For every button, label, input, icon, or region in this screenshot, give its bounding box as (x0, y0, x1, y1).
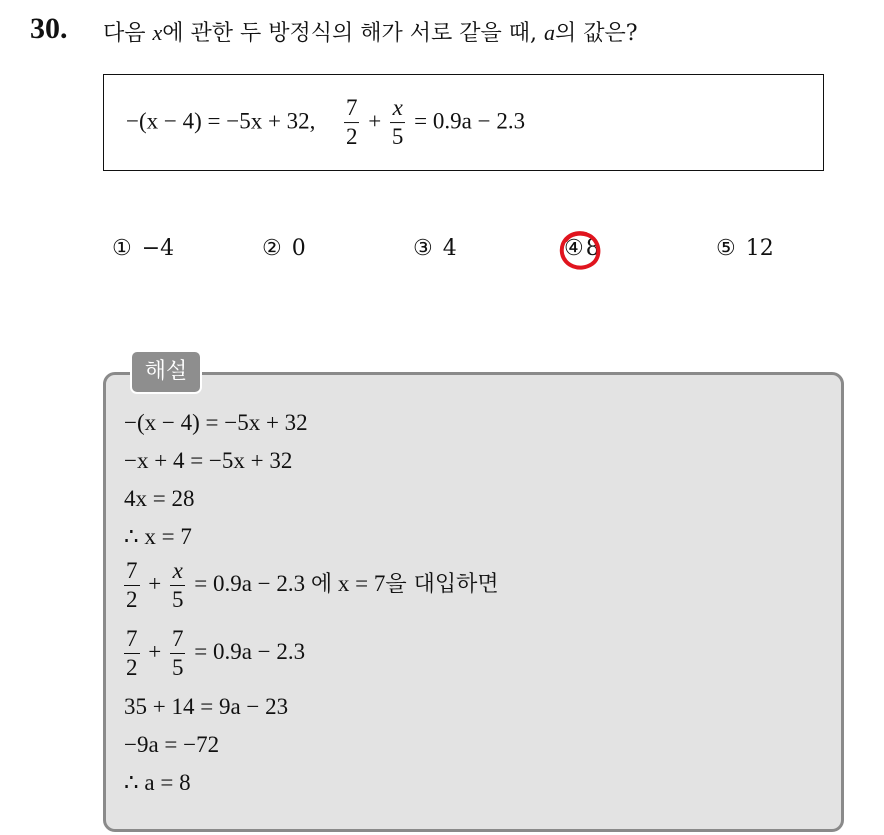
answer-choices (0, 236, 884, 270)
fraction-numerator: x (390, 95, 406, 123)
choice-4[interactable] (564, 236, 600, 261)
fraction-denominator: 5 (171, 587, 184, 613)
choice-value: 8 (585, 236, 600, 261)
fraction-7-over-2 (344, 95, 360, 151)
solution-line-1: −(x − 4) = −5x + 32 (124, 410, 308, 435)
equation-box (103, 74, 824, 171)
fraction-7-over-2 (124, 626, 140, 682)
choice-3[interactable] (413, 236, 457, 261)
solution-line-6 (124, 626, 305, 682)
question-text-part3: 의 값은? (555, 21, 638, 46)
solution-line-5 (124, 558, 499, 614)
choice-marker: ① (112, 236, 132, 261)
choice-value: 4 (442, 236, 457, 261)
korean-particle: 에 (310, 572, 333, 598)
choice-marker: ⑤ (716, 236, 736, 261)
solution-line-7: 35 + 14 = 9a − 23 (124, 694, 289, 719)
equations-line (126, 95, 525, 151)
fraction-x-over-5 (170, 558, 186, 614)
fraction-denominator: 5 (171, 655, 184, 681)
solution-line-9: ∴ a = 8 (124, 770, 191, 795)
korean-text-substitute: 을 대입하면 (385, 572, 499, 598)
choice-1[interactable] (112, 236, 174, 261)
choice-value: −4 (141, 236, 175, 261)
fraction-7-over-2 (124, 558, 140, 614)
solution-line-8: −9a = −72 (124, 732, 220, 757)
equation-rhs: = 0.9a − 2.3 (194, 571, 306, 597)
fraction-x-over-5 (390, 95, 406, 151)
choice-value: 12 (745, 236, 774, 261)
question-text-part2: 에 관한 두 방정식의 해가 서로 같을 때, (162, 21, 544, 46)
fraction-7-over-5 (170, 626, 186, 682)
fraction-denominator: 2 (126, 587, 138, 613)
fraction-numerator: x (170, 558, 186, 586)
fraction-numerator: 7 (170, 626, 186, 654)
plus-sign: + (148, 639, 162, 665)
variable-x: x (152, 20, 163, 45)
variable-a: a (544, 20, 555, 45)
equation-2-rhs: = 0.9a − 2.3 (414, 107, 526, 133)
choice-marker: ④ (564, 236, 584, 261)
fraction-denominator: 5 (391, 124, 404, 149)
fraction-denominator: 2 (126, 655, 138, 681)
choice-5[interactable] (716, 236, 774, 261)
choice-marker: ③ (413, 236, 433, 261)
equation-rhs: = 0.9a − 2.3 (194, 639, 306, 665)
question-text (103, 16, 638, 47)
choice-2[interactable] (262, 236, 306, 261)
fraction-numerator: 7 (124, 626, 140, 654)
equation-1: −(x − 4) = −5x + 32, (126, 107, 316, 133)
plus-sign: + (368, 107, 382, 133)
question-number: 30. (30, 12, 68, 45)
solution-tag: 해설 (130, 350, 202, 394)
question-text-part1: 다음 (103, 21, 153, 46)
substitution: x = 7 (337, 571, 386, 597)
choice-value: 0 (291, 236, 306, 261)
solution-line-3: 4x = 28 (124, 486, 195, 511)
fraction-numerator: 7 (124, 558, 140, 586)
fraction-numerator: 7 (344, 95, 360, 123)
fraction-denominator: 2 (345, 124, 358, 149)
choice-marker: ② (262, 236, 282, 261)
solution-line-2: −x + 4 = −5x + 32 (124, 448, 293, 473)
plus-sign: + (148, 571, 162, 597)
solution-line-4: ∴ x = 7 (124, 524, 192, 549)
